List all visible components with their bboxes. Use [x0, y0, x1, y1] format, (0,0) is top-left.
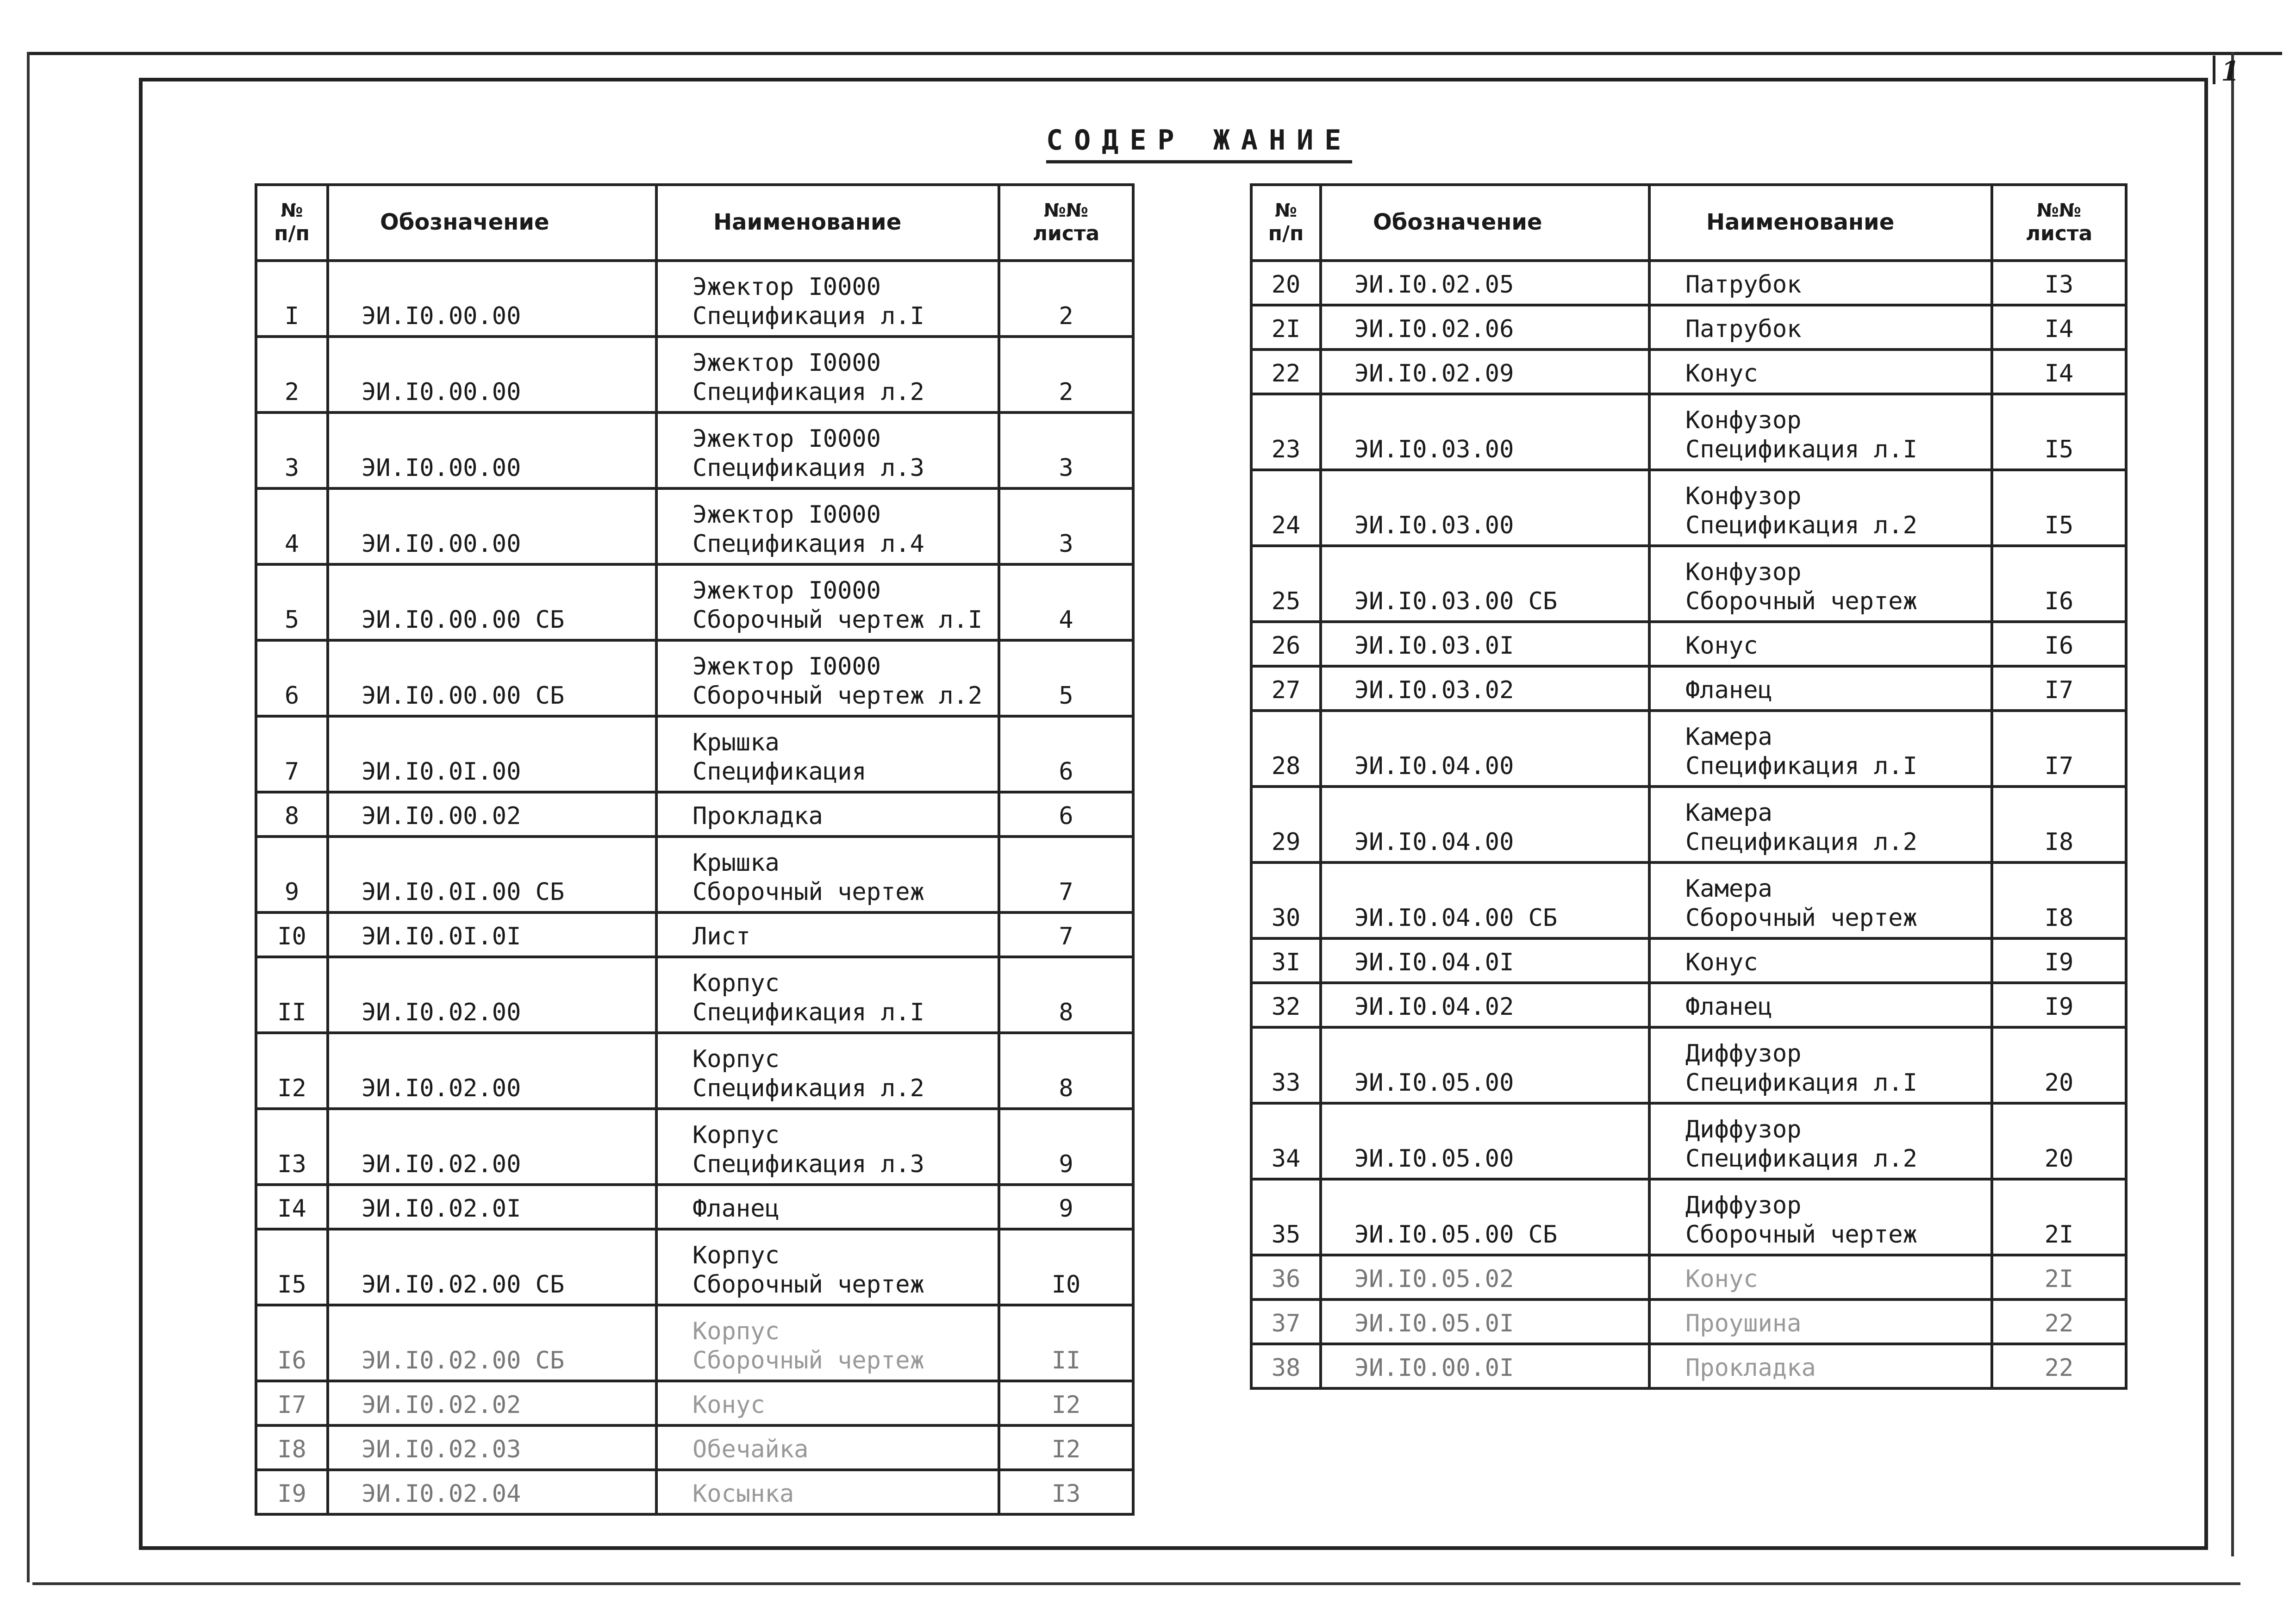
- row-sheet: 22: [1992, 1299, 2126, 1344]
- row-sheet: 7: [999, 912, 1133, 957]
- row-name-line: Фланец: [693, 1194, 780, 1223]
- row-designation: ЭИ.I0.03.00: [1321, 394, 1649, 470]
- row-name-line: Прокладка: [1685, 1354, 1816, 1382]
- row-number: 32: [1251, 983, 1321, 1027]
- row-designation: ЭИ.I0.0I.00: [328, 716, 656, 792]
- header-name: Наименование: [1649, 185, 1992, 261]
- row-sheet: 20: [1992, 1027, 2126, 1103]
- row-name-line: Спецификация л.4: [693, 530, 924, 558]
- contents-rows-left: [256, 261, 1133, 1514]
- row-sheet: I6: [1992, 622, 2126, 666]
- row-name: [1649, 711, 1992, 787]
- row-name: [656, 1305, 999, 1381]
- row-designation: ЭИ.I0.05.02: [1321, 1255, 1649, 1299]
- row-sheet: 9: [999, 1185, 1133, 1229]
- row-number: I7: [256, 1381, 328, 1425]
- table-row: [1251, 470, 2126, 546]
- row-name-line: Спецификация: [693, 757, 867, 786]
- row-number: I0: [256, 912, 328, 957]
- row-name-line: Прокладка: [693, 802, 823, 830]
- row-sheet: I4: [1992, 305, 2126, 350]
- row-name-line: Корпус: [693, 969, 780, 998]
- row-name-line: Сборочный чертеж: [693, 878, 924, 906]
- row-name-line: Корпус: [693, 1318, 780, 1346]
- table-row: [1251, 1179, 2126, 1255]
- row-designation: ЭИ.I0.05.00: [1321, 1103, 1649, 1179]
- row-number: 2I: [1251, 305, 1321, 350]
- row-sheet: I5: [1992, 470, 2126, 546]
- table-row: [1251, 1344, 2126, 1388]
- row-name: [1649, 1103, 1992, 1179]
- row-name: [656, 1470, 999, 1514]
- table-row: [1251, 666, 2126, 711]
- table-row: [1251, 711, 2126, 787]
- row-designation: ЭИ.I0.00.00 СБ: [328, 564, 656, 640]
- row-designation: ЭИ.I0.05.00 СБ: [1321, 1179, 1649, 1255]
- row-name: [656, 837, 999, 912]
- header-sheet: [1992, 185, 2126, 261]
- row-number: 22: [1251, 350, 1321, 394]
- row-name: [656, 564, 999, 640]
- row-number: 3I: [1251, 938, 1321, 983]
- row-number: 28: [1251, 711, 1321, 787]
- row-sheet: I8: [1992, 787, 2126, 862]
- row-number: 34: [1251, 1103, 1321, 1179]
- row-designation: ЭИ.I0.03.00 СБ: [1321, 546, 1649, 622]
- table-row: [1251, 1027, 2126, 1103]
- row-name-line: Корпус: [693, 1242, 780, 1270]
- row-number: I8: [256, 1425, 328, 1470]
- row-designation: ЭИ.I0.02.0I: [328, 1185, 656, 1229]
- row-name: [1649, 261, 1992, 305]
- table-header-row: [1251, 185, 2126, 261]
- table-row: [256, 261, 1133, 337]
- row-sheet: 2I: [1992, 1179, 2126, 1255]
- row-name: [1649, 862, 1992, 938]
- header-sheet-label: листа: [1032, 221, 1100, 245]
- row-sheet: I3: [999, 1470, 1133, 1514]
- row-designation: ЭИ.I0.00.00: [328, 337, 656, 412]
- row-name-line: Лист: [693, 922, 751, 950]
- row-name-line: Камера: [1685, 723, 1772, 751]
- row-name-line: Эжектор I0000: [693, 273, 881, 301]
- row-designation: ЭИ.I0.00.00: [328, 488, 656, 564]
- row-name-line: Фланец: [1685, 993, 1772, 1021]
- row-designation: ЭИ.I0.02.05: [1321, 261, 1649, 305]
- row-name-line: Фланец: [1685, 676, 1772, 704]
- row-name-line: Сборочный чертеж: [1685, 587, 1917, 615]
- page-number: 1: [2221, 56, 2240, 87]
- row-sheet: 6: [999, 716, 1133, 792]
- row-name-line: Спецификация л.2: [693, 1074, 924, 1102]
- row-name-line: Конфузор: [1685, 406, 1802, 435]
- row-name: [656, 261, 999, 337]
- row-number: I9: [256, 1470, 328, 1514]
- row-designation: ЭИ.I0.00.00 СБ: [328, 640, 656, 716]
- row-sheet: 6: [999, 792, 1133, 837]
- row-name-line: Конус: [1685, 948, 1758, 976]
- row-number: 7: [256, 716, 328, 792]
- sheet-symbol: №№: [1043, 200, 1089, 221]
- row-designation: ЭИ.I0.03.00: [1321, 470, 1649, 546]
- row-sheet: 2: [999, 261, 1133, 337]
- row-designation: ЭИ.I0.02.00: [328, 957, 656, 1033]
- row-number: 20: [1251, 261, 1321, 305]
- table-row: [1251, 350, 2126, 394]
- row-sheet: I2: [999, 1425, 1133, 1470]
- row-name: [1649, 666, 1992, 711]
- row-sheet: 4: [999, 564, 1133, 640]
- row-name: [1649, 938, 1992, 983]
- row-name-line: Конус: [1685, 359, 1758, 387]
- row-designation: ЭИ.I0.00.0I: [1321, 1344, 1649, 1388]
- row-number: 4: [256, 488, 328, 564]
- table-row: [256, 640, 1133, 716]
- row-number: 5: [256, 564, 328, 640]
- row-number: I2: [256, 1033, 328, 1109]
- row-designation: ЭИ.I0.02.00 СБ: [328, 1305, 656, 1381]
- table-row: [1251, 983, 2126, 1027]
- table-row: [256, 1229, 1133, 1305]
- number-symbol: №: [281, 200, 303, 221]
- row-name-line: Сборочный чертеж: [1685, 1220, 1917, 1249]
- row-designation: ЭИ.I0.02.00: [328, 1033, 656, 1109]
- row-sheet: 8: [999, 1033, 1133, 1109]
- contents-table-right: [1250, 183, 2128, 1390]
- row-number: I: [256, 261, 328, 337]
- row-name: [656, 1229, 999, 1305]
- row-name-line: Спецификация л.2: [1685, 1144, 1917, 1173]
- row-name: [656, 640, 999, 716]
- row-name-line: Камера: [1685, 875, 1772, 903]
- row-name-line: Камера: [1685, 799, 1772, 827]
- row-name-line: Диффузор: [1685, 1040, 1802, 1068]
- row-name: [656, 957, 999, 1033]
- row-number: 8: [256, 792, 328, 837]
- contents-rows-right: [1251, 261, 2126, 1388]
- row-sheet: I8: [1992, 862, 2126, 938]
- row-sheet: I2: [999, 1381, 1133, 1425]
- row-designation: ЭИ.I0.02.04: [328, 1470, 656, 1514]
- table-row: [256, 1425, 1133, 1470]
- row-sheet: 3: [999, 412, 1133, 488]
- row-number: 29: [1251, 787, 1321, 862]
- table-row: [1251, 1103, 2126, 1179]
- row-number: II: [256, 957, 328, 1033]
- row-name-line: Патрубок: [1685, 270, 1802, 299]
- row-designation: ЭИ.I0.05.0I: [1321, 1299, 1649, 1344]
- row-name: [1649, 622, 1992, 666]
- row-sheet: 2: [999, 337, 1133, 412]
- table-row: [1251, 938, 2126, 983]
- row-sheet: I7: [1992, 711, 2126, 787]
- row-name: [656, 337, 999, 412]
- row-name: [656, 912, 999, 957]
- header-sheet: [999, 185, 1133, 261]
- row-name: [656, 1381, 999, 1425]
- row-name: [1649, 350, 1992, 394]
- row-name-line: Косынка: [693, 1480, 794, 1508]
- row-designation: ЭИ.I0.02.06: [1321, 305, 1649, 350]
- table-row: [1251, 622, 2126, 666]
- row-name-line: Диффузор: [1685, 1116, 1802, 1144]
- row-sheet: I9: [1992, 938, 2126, 983]
- row-sheet: II: [999, 1305, 1133, 1381]
- table-row: [256, 488, 1133, 564]
- row-name-line: Конус: [1685, 631, 1758, 660]
- header-designation: Обозначение: [1321, 185, 1649, 261]
- row-name-line: Спецификация л.I: [1685, 435, 1917, 463]
- row-designation: ЭИ.I0.02.02: [328, 1381, 656, 1425]
- row-designation: ЭИ.I0.03.02: [1321, 666, 1649, 711]
- sheet-edge-top: [28, 52, 2282, 55]
- row-name-line: Сборочный чертеж: [693, 1346, 924, 1374]
- row-name-line: Проушина: [1685, 1309, 1802, 1337]
- page-title: СОДЕР ЖАНИЕ: [1046, 124, 1352, 163]
- row-name: [656, 1185, 999, 1229]
- row-number: 37: [1251, 1299, 1321, 1344]
- table-row: [1251, 862, 2126, 938]
- row-sheet: I4: [1992, 350, 2126, 394]
- row-sheet: I3: [1992, 261, 2126, 305]
- row-sheet: 5: [999, 640, 1133, 716]
- row-name-line: Крышка: [693, 729, 780, 757]
- row-designation: ЭИ.I0.03.0I: [1321, 622, 1649, 666]
- row-name-line: Сборочный чертеж л.I: [693, 606, 983, 634]
- row-sheet: I5: [1992, 394, 2126, 470]
- row-name-line: Спецификация л.2: [1685, 511, 1917, 539]
- row-name: [656, 1109, 999, 1185]
- row-number: 33: [1251, 1027, 1321, 1103]
- row-name: [656, 716, 999, 792]
- row-name: [1649, 1027, 1992, 1103]
- row-number: 38: [1251, 1344, 1321, 1388]
- row-name-line: Спецификация л.3: [693, 1150, 924, 1178]
- row-designation: ЭИ.I0.00.00: [328, 412, 656, 488]
- table-row: [1251, 787, 2126, 862]
- row-designation: ЭИ.I0.04.00 СБ: [1321, 862, 1649, 938]
- row-sheet: 22: [1992, 1344, 2126, 1388]
- row-name-line: Спецификация л.2: [693, 378, 924, 406]
- row-designation: ЭИ.I0.02.09: [1321, 350, 1649, 394]
- row-name-line: Спецификация л.2: [1685, 828, 1917, 856]
- row-sheet: I7: [1992, 666, 2126, 711]
- table-row: [1251, 1255, 2126, 1299]
- row-name: [1649, 1255, 1992, 1299]
- table-row: [256, 564, 1133, 640]
- row-name-line: Спецификация л.I: [1685, 752, 1917, 780]
- table-row: [1251, 305, 2126, 350]
- table-row: [256, 1033, 1133, 1109]
- row-name: [656, 488, 999, 564]
- contents-table-left: [255, 183, 1135, 1516]
- table-row: [256, 1381, 1133, 1425]
- row-designation: ЭИ.I0.00.00: [328, 261, 656, 337]
- header-name: Наименование: [656, 185, 999, 261]
- page-number-box: [2213, 56, 2254, 87]
- table-row: [1251, 546, 2126, 622]
- row-name-line: Эжектор I0000: [693, 501, 881, 529]
- row-designation: ЭИ.I0.05.00: [1321, 1027, 1649, 1103]
- row-name: [656, 792, 999, 837]
- row-designation: ЭИ.I0.02.03: [328, 1425, 656, 1470]
- table-row: [1251, 261, 2126, 305]
- row-name: [1649, 1299, 1992, 1344]
- row-name-line: Патрубок: [1685, 315, 1802, 343]
- table-row: [256, 1305, 1133, 1381]
- row-number: 35: [1251, 1179, 1321, 1255]
- row-number: I6: [256, 1305, 328, 1381]
- number-symbol: №: [1274, 200, 1298, 221]
- row-name: [1649, 787, 1992, 862]
- row-name-line: Сборочный чертеж: [1685, 904, 1917, 932]
- row-number: 23: [1251, 394, 1321, 470]
- row-number: 27: [1251, 666, 1321, 711]
- row-number: 24: [1251, 470, 1321, 546]
- row-number: 25: [1251, 546, 1321, 622]
- table-row: [256, 792, 1133, 837]
- row-name-line: Конус: [693, 1391, 765, 1419]
- row-name-line: Корпус: [693, 1121, 780, 1149]
- row-number: 9: [256, 837, 328, 912]
- table-row: [256, 1185, 1133, 1229]
- row-name: [1649, 983, 1992, 1027]
- sheet-edge-bottom: [32, 1582, 2240, 1585]
- table-row: [256, 1109, 1133, 1185]
- row-number: I4: [256, 1185, 328, 1229]
- row-designation: ЭИ.I0.02.00 СБ: [328, 1229, 656, 1305]
- row-name-line: Конфузор: [1685, 482, 1802, 511]
- row-sheet: 3: [999, 488, 1133, 564]
- row-name: [1649, 1344, 1992, 1388]
- row-name-line: Спецификация л.I: [1685, 1068, 1917, 1097]
- row-number: 26: [1251, 622, 1321, 666]
- row-sheet: 2I: [1992, 1255, 2126, 1299]
- row-name-line: Эжектор I0000: [693, 653, 881, 681]
- sheet-symbol: №№: [2036, 200, 2082, 221]
- row-name: [656, 1033, 999, 1109]
- row-name-line: Эжектор I0000: [693, 349, 881, 377]
- row-number: 6: [256, 640, 328, 716]
- row-name: [1649, 305, 1992, 350]
- row-number: I5: [256, 1229, 328, 1305]
- row-name-line: Корпус: [693, 1045, 780, 1074]
- row-name: [1649, 1179, 1992, 1255]
- row-name-line: Сборочный чертеж: [693, 1270, 924, 1299]
- row-name: [1649, 546, 1992, 622]
- row-name-line: Диффузор: [1685, 1192, 1802, 1220]
- row-designation: ЭИ.I0.04.00: [1321, 787, 1649, 862]
- table-row: [256, 957, 1133, 1033]
- row-designation: ЭИ.I0.02.00: [328, 1109, 656, 1185]
- row-name-line: Крышка: [693, 849, 780, 877]
- row-designation: ЭИ.I0.00.02: [328, 792, 656, 837]
- row-number: 2: [256, 337, 328, 412]
- row-name-line: Обечайка: [693, 1435, 809, 1463]
- row-name: [656, 1425, 999, 1470]
- table-header-row: [256, 185, 1133, 261]
- row-name-line: Спецификация л.I: [693, 998, 924, 1026]
- row-designation: ЭИ.I0.0I.0I: [328, 912, 656, 957]
- row-name: [1649, 394, 1992, 470]
- row-number: 3: [256, 412, 328, 488]
- row-name-line: Сборочный чертеж л.2: [693, 681, 983, 710]
- row-number: 36: [1251, 1255, 1321, 1299]
- header-number-label: п/п: [1268, 221, 1304, 245]
- sheet-edge-left: [27, 52, 30, 1582]
- row-designation: ЭИ.I0.0I.00 СБ: [328, 837, 656, 912]
- row-name-line: Конфузор: [1685, 558, 1802, 587]
- row-name-line: Эжектор I0000: [693, 577, 881, 605]
- row-sheet: 20: [1992, 1103, 2126, 1179]
- row-name-line: Спецификация л.I: [693, 302, 924, 330]
- header-sheet-label: листа: [2025, 221, 2093, 245]
- row-sheet: 9: [999, 1109, 1133, 1185]
- row-sheet: I6: [1992, 546, 2126, 622]
- table-row: [256, 837, 1133, 912]
- row-name: [1649, 470, 1992, 546]
- row-name-line: Конус: [1685, 1265, 1758, 1293]
- row-sheet: 7: [999, 837, 1133, 912]
- table-row: [256, 337, 1133, 412]
- table-row: [1251, 1299, 2126, 1344]
- row-sheet: 8: [999, 957, 1133, 1033]
- row-sheet: I0: [999, 1229, 1133, 1305]
- row-name: [656, 412, 999, 488]
- table-row: [256, 1470, 1133, 1514]
- header-number: [256, 185, 328, 261]
- row-number: I3: [256, 1109, 328, 1185]
- table-row: [256, 912, 1133, 957]
- table-row: [256, 716, 1133, 792]
- row-number: 30: [1251, 862, 1321, 938]
- header-number-label: п/п: [274, 221, 310, 245]
- table-row: [1251, 394, 2126, 470]
- header-number: [1251, 185, 1321, 261]
- row-name-line: Эжектор I0000: [693, 425, 881, 453]
- header-designation: Обозначение: [328, 185, 656, 261]
- row-designation: ЭИ.I0.04.0I: [1321, 938, 1649, 983]
- row-name-line: Спецификация л.3: [693, 454, 924, 482]
- table-row: [256, 412, 1133, 488]
- row-designation: ЭИ.I0.04.02: [1321, 983, 1649, 1027]
- sheet-edge-right: [2231, 52, 2234, 1556]
- row-sheet: I9: [1992, 983, 2126, 1027]
- row-designation: ЭИ.I0.04.00: [1321, 711, 1649, 787]
